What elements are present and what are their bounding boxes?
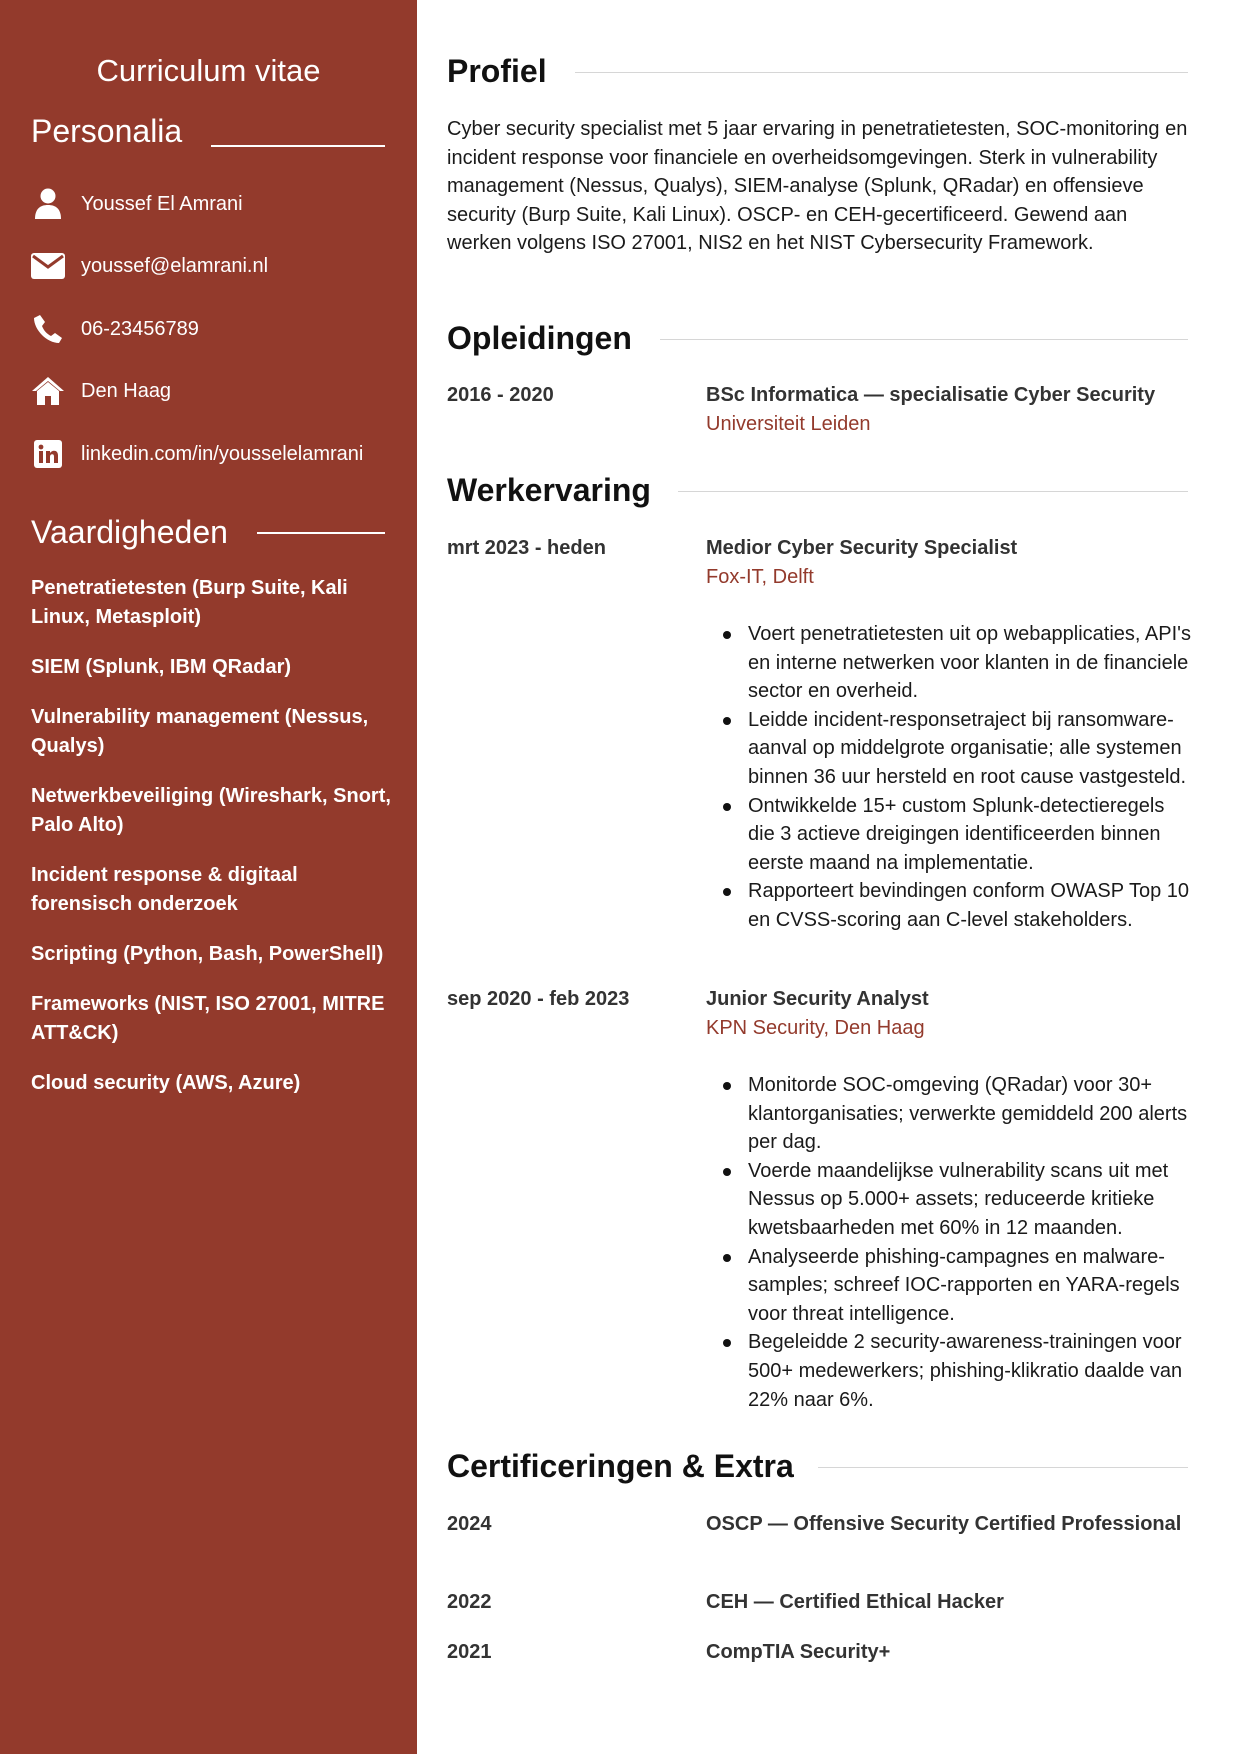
certification-title: CompTIA Security+	[706, 1641, 891, 1663]
skill-item: Frameworks (NIST, ISO 27001, MITRE ATT&CK)	[31, 993, 385, 1044]
bullet-dot	[723, 1168, 731, 1176]
bullet-dot	[723, 1254, 731, 1262]
bullet-dot	[723, 888, 731, 896]
skill-item: Netwerkbeveiliging (Wireshark, Snort, Palo Alto)	[31, 785, 391, 836]
certifications-divider	[818, 1467, 1188, 1468]
skills-list	[31, 574, 391, 1119]
experience-title: Medior Cyber Security Specialist	[706, 537, 1018, 559]
experience-company: KPN Security, Den Haag	[706, 1017, 925, 1039]
experience-heading: Werkervaring	[447, 472, 651, 508]
certification-year: 2021	[447, 1641, 492, 1663]
certification-title: CEH — Certified Ethical Hacker	[706, 1591, 1004, 1613]
skill-item: Incident response & digitaal forensisch onderzoek	[31, 864, 298, 915]
experience-divider	[678, 491, 1188, 492]
certification-year: 2024	[447, 1513, 492, 1535]
list-item	[706, 877, 1192, 934]
contact-location-text: Den Haag	[81, 379, 172, 402]
bullet-text: Voert penetratietesten uit op webapplicaties, API's en interne netwerken voor klanten in de financiele sector en overheid.	[748, 623, 1191, 703]
education-institution: Universiteit Leiden	[706, 413, 871, 435]
bullet-text: Rapporteert bevindingen conform OWASP Top 10 en CVSS-scoring aan C-level stakeholders.	[748, 880, 1189, 931]
envelope-icon	[31, 249, 65, 283]
contact-location	[31, 373, 172, 409]
skills-divider	[257, 532, 385, 534]
list-item	[706, 706, 1192, 792]
profile-heading: Profiel	[447, 53, 547, 89]
experience-bullets	[706, 620, 1192, 935]
bullet-dot	[723, 803, 731, 811]
sidebar	[0, 0, 417, 1754]
education-title: BSc Informatica — specialisatie Cyber Security	[706, 384, 1156, 406]
contact-phone[interactable]	[31, 311, 199, 347]
skill-item: Penetratietesten (Burp Suite, Kali Linux, Metasploit)	[31, 577, 348, 628]
bullet-dot	[723, 1082, 731, 1090]
experience-bullets	[706, 1071, 1192, 1414]
profile-divider	[575, 72, 1188, 73]
skill-item: Scripting (Python, Bash, PowerShell)	[31, 943, 384, 965]
contact-email[interactable]	[31, 248, 269, 284]
bullet-text: Begeleidde 2 security-awareness-trainingen voor 500+ medewerkers; phishing-klikratio daalde van 22% naar 6%.	[748, 1331, 1183, 1411]
phone-icon	[31, 312, 65, 346]
bullet-text: Leidde incident-responsetraject bij ransomware-aanval op middelgrote organisatie; alle systemen binnen 36 uur hersteld en root cause vastgesteld.	[748, 708, 1187, 788]
list-item	[706, 792, 1192, 878]
bullet-dot	[723, 631, 731, 639]
contact-linkedin-text[interactable]: linkedin.com/in/yousselelamrani	[81, 442, 364, 465]
skill-item: Vulnerability management (Nessus, Qualys)	[31, 706, 369, 757]
certification-title: OSCP — Offensive Security Certified Professional	[706, 1513, 1182, 1535]
contact-linkedin[interactable]	[31, 436, 364, 472]
bullet-text: Ontwikkelde 15+ custom Splunk-detectieregels die 3 actieve dreigingen identificeerden binnen eerste maand na implementatie.	[748, 794, 1165, 874]
education-heading: Opleidingen	[447, 320, 632, 356]
linkedin-icon	[31, 437, 65, 471]
skill-item: SIEM (Splunk, IBM QRadar)	[31, 656, 292, 678]
education-divider	[660, 339, 1188, 340]
bullet-text: Analyseerde phishing-campagnes en malware-samples; schreef IOC-rapporten en YARA-regels voor threat intelligence.	[748, 1245, 1180, 1325]
contact-name	[31, 186, 243, 222]
personalia-divider	[211, 145, 385, 147]
experience-date: sep 2020 - feb 2023	[447, 988, 630, 1010]
bullet-dot	[723, 717, 731, 725]
contact-email-text[interactable]: youssef@elamrani.nl	[81, 254, 269, 277]
bullet-dot	[723, 1339, 731, 1347]
home-icon	[31, 374, 65, 408]
contact-phone-text[interactable]: 06-23456789	[81, 317, 199, 340]
experience-company: Fox-IT, Delft	[706, 566, 814, 588]
profile-text: Cyber security specialist met 5 jaar ervaring in penetratietesten, SOC-monitoring en incident response voor financiele en overheidsomgevingen. Sterk in vulnerability management (Nessus, Qualys), SIEM-analyse (Splunk, QRadar) en offensieve security (Burp Suite, Kali Linux). OSCP- en CEH-gecertificeerd. Gewend aan werken volgens ISO 27001, NIS2 en het NIST Cybersecurity Framework.	[447, 118, 1188, 255]
skills-heading: Vaardigheden	[31, 514, 228, 550]
bullet-text: Voerde maandelijkse vulnerability scans uit met Nessus op 5.000+ assets; reduceerde kritieke kwetsbaarheden met 60% in 12 maanden.	[748, 1159, 1169, 1239]
certification-year: 2022	[447, 1591, 492, 1613]
list-item	[706, 1157, 1192, 1243]
list-item	[706, 620, 1192, 706]
cv-title: Curriculum vitae	[96, 53, 321, 88]
experience-date: mrt 2023 - heden	[447, 537, 606, 559]
education-date: 2016 - 2020	[447, 384, 554, 406]
certifications-heading: Certificeringen & Extra	[447, 1448, 794, 1484]
contact-name-text: Youssef El Amrani	[81, 192, 243, 215]
list-item	[706, 1243, 1192, 1329]
skill-item: Cloud security (AWS, Azure)	[31, 1072, 301, 1094]
experience-title: Junior Security Analyst	[706, 988, 929, 1010]
list-item	[706, 1071, 1192, 1157]
personalia-heading: Personalia	[31, 113, 183, 149]
bullet-text: Monitorde SOC-omgeving (QRadar) voor 30+ klantorganisaties; verwerkte gemiddeld 200 alerts per dag.	[748, 1074, 1188, 1154]
list-item	[706, 1328, 1192, 1414]
user-icon	[31, 187, 65, 221]
